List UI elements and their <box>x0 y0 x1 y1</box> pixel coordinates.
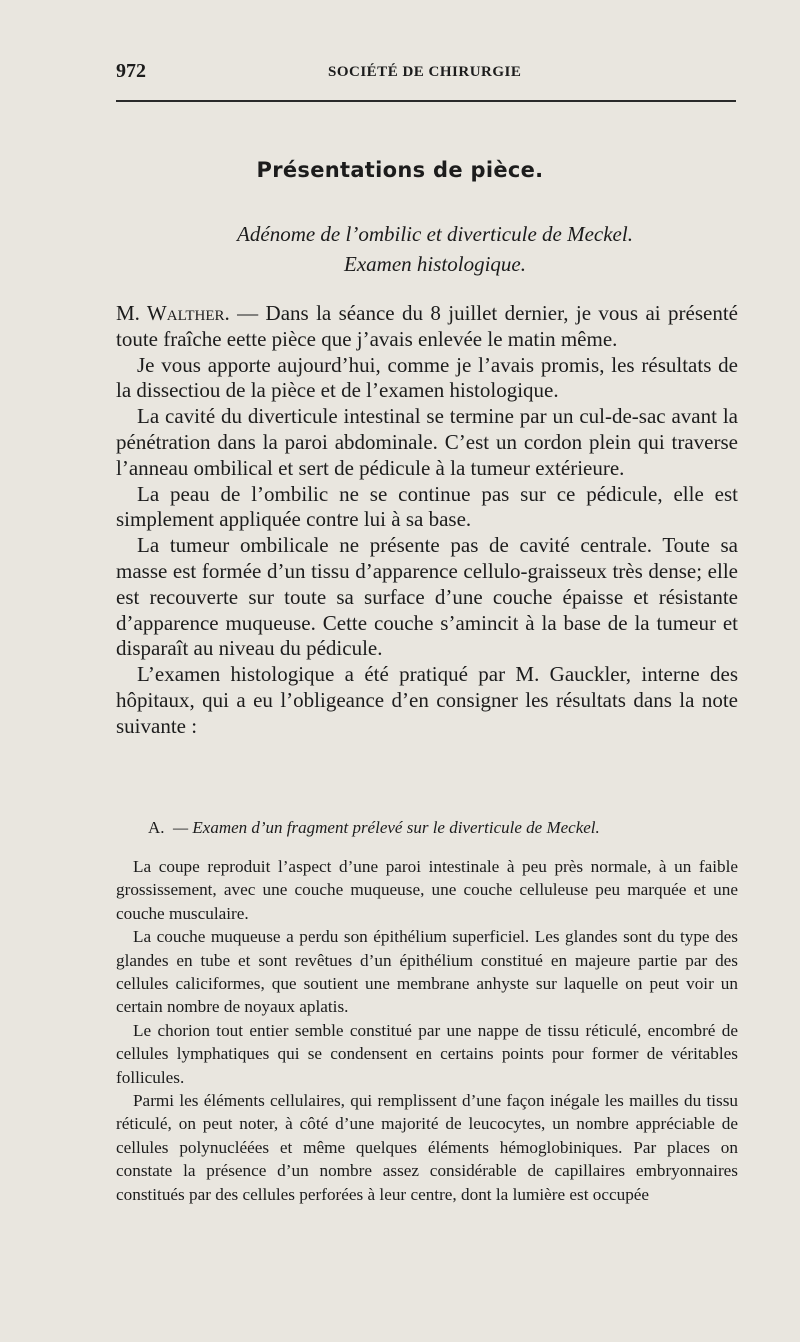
section-title: Présentations de pièce. <box>256 158 544 182</box>
note-paragraph: La coupe reproduit l’aspect d’une paroi intestinale à peu près normale, à un faible grossissement, avec une couche muqueuse, une couche celluleuse peu marquée et une couche musculaire. <box>116 857 738 923</box>
main-text <box>116 301 738 740</box>
note-paragraph: La couche muqueuse a perdu son épithélium superficiel. Les glandes sont du type des glandes en tube et sont revêtues d’un épithélium constitué en majeure partie par des cellules caliciformes, que soutient une membrane anhyste sur laquelle on peut voir un certain nombre de noyaux aplatis. <box>116 927 738 1017</box>
paragraph <box>116 301 738 353</box>
paragraph: La peau de l’ombilic ne se continue pas sur ce pédicule, elle est simplement appliquée contre lui à sa base. <box>116 481 738 532</box>
note-paragraph: Parmi les éléments cellulaires, qui remplissent d’une façon inégale les mailles du tissu réticulé, on peut noter, à côté d’une majorité de leucocytes, un nombre appréciable de cellules polynucléées et même quelques éléments hémoglobiniques. Par places on constate la présence d’un nombre assez considérable de capillaires embryonnaires constitués par des cellules perforées à leur centre, dont la lumière est occupée <box>116 1091 738 1204</box>
note-label: A. <box>148 818 165 837</box>
article-subtitle: Examen histologique. <box>344 252 526 276</box>
paragraph: Je vous apporte aujourd’hui, comme je l’avais promis, les résultats de la dissectiou de la pièce et de l’examen histologique. <box>116 352 738 403</box>
page-number: 972 <box>116 60 146 82</box>
paragraph: La tumeur ombilicale ne présente pas de cavité centrale. Toute sa masse est formée d’un tissu d’apparence cellulo-graisseux très dense; elle est recouverte sur toute sa surface d’une couche épaisse et résistante d’apparence muqueuse. Cette couche s’amincit à la base de la tumeur et disparaît au niveau du pédicule. <box>116 533 738 661</box>
note-title: — Examen d’un fragment prélevé sur le diverticule de Meckel. <box>173 818 600 837</box>
paragraph: La cavité du diverticule intestinal se termine par un cul-de-sac avant la pénétration dans la paroi abdominale. C’est un cordon plein qui traverse l’anneau ombilical et sert de pédicule à la tumeur extérieure. <box>116 404 738 480</box>
article-title: Adénome de l’ombilic et diverticule de Meckel. <box>237 222 633 246</box>
paragraph-text: — Dans la séance du 8 juillet dernier, je vous ai présenté toute fraîche eette pièce que j’avais enlevée le matin même. <box>116 301 738 351</box>
note-paragraph: Le chorion tout entier semble constitué par une nappe de tissu réticulé, encombré de cellules lymphatiques qui se condensent en certains points pour former de véritables follicules. <box>116 1020 738 1087</box>
note-text <box>116 855 738 1206</box>
running-title: SOCIÉTÉ DE CHIRURGIE <box>328 64 522 80</box>
header-rule <box>116 100 736 102</box>
paragraph: L’examen histologique a été pratiqué par M. Gauckler, interne des hôpitaux, qui a eu l’obligeance d’en consigner les résultats dans la note suivante : <box>116 662 738 738</box>
speaker-name: M. Walther. <box>116 301 230 325</box>
note-heading <box>148 818 600 838</box>
running-head <box>116 60 736 86</box>
